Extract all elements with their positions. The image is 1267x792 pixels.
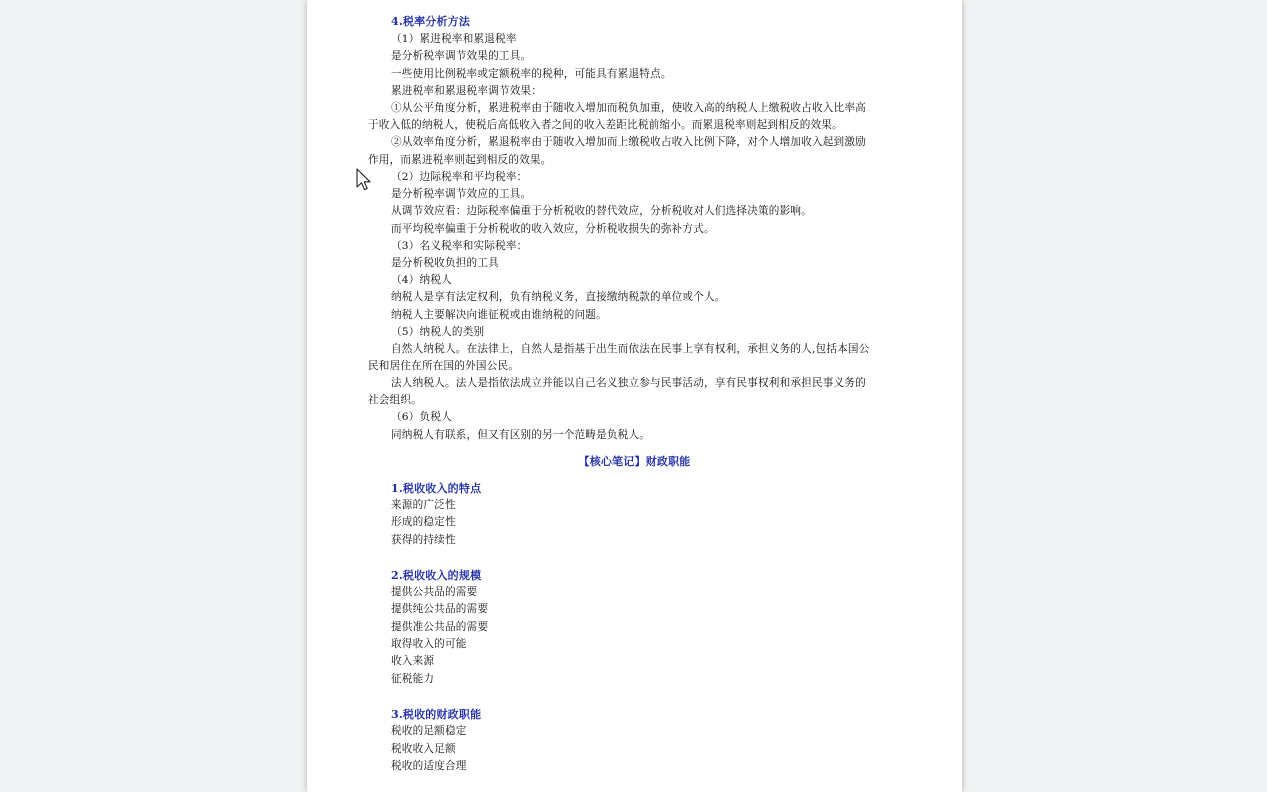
text-line: 累进税率和累退税率调节效果： (391, 85, 543, 97)
text-line: 作用，而累进税率则起到相反的效果。 (368, 154, 552, 166)
text-line: 纳税人是享有法定权利，负有纳税义务，直接缴纳税款的单位或个人。 (391, 291, 726, 303)
text-line: 税收的适度合理 (391, 760, 467, 772)
text-line: 获得的持续性 (391, 534, 456, 546)
section-heading: 4.税率分析方法 (391, 15, 471, 28)
mouse-pointer-icon (356, 168, 372, 192)
text-line: 同纳税人有联系，但又有区别的另一个范畴是负税人。 (391, 429, 651, 441)
section-heading: 3.税收的财政职能 (391, 708, 482, 721)
text-line: 纳税人主要解决向谁征税或由谁纳税的问题。 (391, 309, 607, 321)
text-line: ①从公平角度分析，累进税率由于随收入增加而税负加重，使收入高的纳税人上缴税收占收入比率高 (391, 102, 866, 114)
text-line: 征税能力 (391, 673, 435, 685)
text-line: （5）纳税人的类别 (391, 326, 485, 338)
text-line: 提供纯公共品的需要 (391, 603, 489, 615)
text-line: 而平均税率偏重于分析税收的收入效应，分析税收损失的弥补方式。 (391, 223, 715, 235)
text-line: 是分析税率调节效果的工具。 (391, 50, 532, 62)
text-line: 自然人纳税人。在法律上，自然人是指基于出生而依法在民事上享有权利，承担义务的人,包括本国公 (391, 343, 870, 355)
text-line: （3）名义税率和实际税率： (391, 240, 528, 252)
text-line: 民和居住在所在国的外国公民。 (368, 360, 520, 372)
text-line: 一些使用比例税率或定额税率的税种，可能具有累退特点。 (391, 68, 672, 80)
text-line: 社会组织。 (368, 394, 422, 406)
text-line: ②从效率角度分析，累退税率由于随收入增加而上缴税收占收入比例下降，对个人增加收入起到激励 (391, 136, 866, 148)
text-line: 提供准公共品的需要 (391, 621, 489, 633)
text-line: 法人纳税人。法人是指依法成立并能以自己名义独立参与民事活动，享有民事权利和承担民事义务的 (391, 377, 866, 389)
text-line: 税收收入足额 (391, 743, 456, 755)
text-line: （1）累进税率和累退税率 (391, 33, 517, 45)
text-line: （6）负税人 (391, 411, 452, 423)
text-line: 于收入低的纳税人，使税后高低收入者之间的收入差距比税前缩小。而累退税率则起到相反的效果。 (368, 119, 843, 131)
text-line: （4）纳税人 (391, 274, 452, 286)
text-line: 收入来源 (391, 655, 435, 667)
text-line: （2）边际税率和平均税率： (391, 171, 528, 183)
chapter-title: 【核心笔记】财政职能 (578, 455, 691, 468)
text-line: 形成的稳定性 (391, 516, 456, 528)
section-heading: 1.税收收入的特点 (391, 482, 482, 495)
text-line: 来源的广泛性 (391, 499, 456, 511)
text-line: 是分析税收负担的工具 (391, 257, 499, 269)
document-page (307, 0, 962, 792)
text-line: 从调节效应看：边际税率偏重于分析税收的替代效应，分析税收对人们选择决策的影响。 (391, 205, 812, 217)
text-line: 是分析税率调节效应的工具。 (391, 188, 532, 200)
text-line: 取得收入的可能 (391, 638, 467, 650)
text-line: 提供公共品的需要 (391, 586, 478, 598)
section-heading: 2.税收收入的规模 (391, 569, 482, 582)
text-line: 税收的足额稳定 (391, 725, 467, 737)
